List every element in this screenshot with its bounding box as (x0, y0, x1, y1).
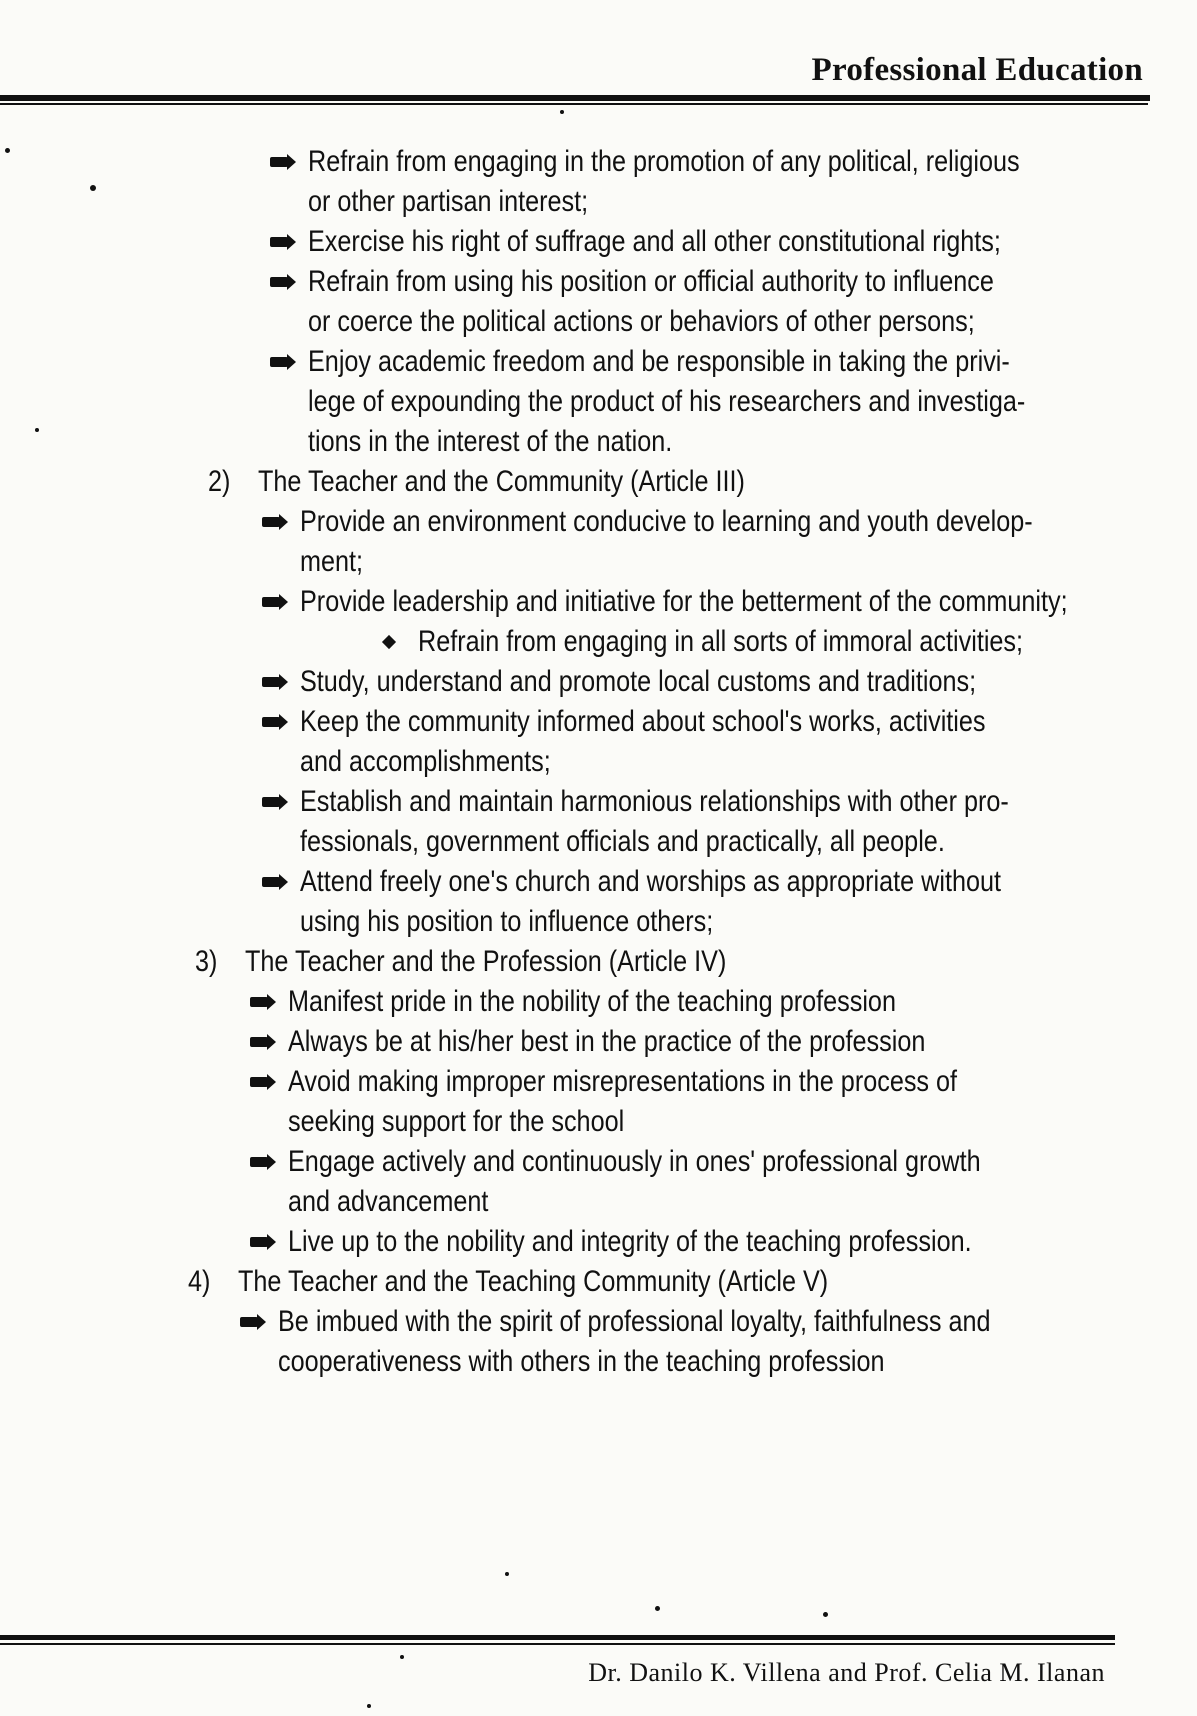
bullet-item: Refrain from using his position or official authority to influence or coerce the political actions or behaviors of other persons; (270, 262, 1197, 342)
arrow-bullet-icon (262, 782, 300, 822)
arrow-bullet-icon (240, 1302, 278, 1342)
diamond-bullet-icon (382, 635, 396, 649)
arrow-bullet-icon (262, 582, 300, 622)
footer-rule-thick (0, 1635, 1115, 1640)
running-footer: Dr. Danilo K. Villena and Prof. Celia M. Ilanan (588, 1658, 1105, 1687)
bullet-item: Keep the community informed about school's works, activities and accomplishments; (262, 702, 1197, 782)
bullet-item: Always be at his/her best in the practice of the profession (250, 1022, 1197, 1062)
section-title: The Teacher and the Teaching Community (Article V) (238, 1265, 829, 1298)
section-title: The Teacher and the Profession (Article IV) (245, 945, 727, 978)
scan-speck (560, 110, 564, 114)
scan-speck (367, 1704, 371, 1708)
arrow-bullet-icon (250, 982, 288, 1022)
section-3-bullet-list (0, 982, 1197, 1262)
bullet-item: Refrain from engaging in the promotion of any political, religious or other partisan interest; (270, 142, 1197, 222)
scan-speck (90, 185, 96, 191)
bullet-item: Live up to the nobility and integrity of the teaching profession. (250, 1222, 1197, 1262)
bullet-item: Avoid making improper misrepresentations in the process of seeking support for the school (250, 1062, 1197, 1142)
arrow-bullet-icon (262, 662, 300, 702)
arrow-bullet-icon (262, 862, 300, 902)
bullet-item: Study, understand and promote local customs and traditions; (262, 662, 1197, 702)
arrow-bullet-icon (270, 262, 308, 302)
arrow-bullet-icon (270, 222, 308, 262)
running-header: Professional Education (811, 52, 1143, 88)
arrow-bullet-icon (270, 342, 308, 382)
bullet-item: Be imbued with the spirit of professional loyalty, faithfulness and cooperativeness with others in the teaching profession (240, 1302, 1197, 1382)
intro-bullet-list (0, 142, 1197, 462)
section-title: The Teacher and the Community (Article III) (258, 465, 745, 498)
bullet-item: Engage actively and continuously in ones' professional growth and advancement (250, 1142, 1197, 1222)
scan-speck (655, 1606, 660, 1611)
header-rule-thick (0, 95, 1150, 101)
page-body (0, 142, 1197, 1382)
arrow-bullet-icon (250, 1062, 288, 1102)
section-4-heading: 4) The Teacher and the Teaching Community (Article V) (0, 1262, 1197, 1302)
arrow-bullet-icon (262, 702, 300, 742)
bullet-item: Attend freely one's church and worships as appropriate without using his position to influence others; (262, 862, 1197, 942)
scan-speck (823, 1612, 828, 1617)
sub-bullet-item: Refrain from engaging in all sorts of immoral activities; (262, 622, 1197, 662)
bullet-item: Enjoy academic freedom and be responsible in taking the privi- lege of expounding the product of his researchers and investiga- tions in the interest of the nation. (270, 342, 1197, 462)
bullet-item: Exercise his right of suffrage and all other constitutional rights; (270, 222, 1197, 262)
header-rule-thin (0, 103, 1148, 105)
section-2-bullet-list (0, 502, 1197, 942)
arrow-bullet-icon (262, 502, 300, 542)
bullet-item: Manifest pride in the nobility of the teaching profession (250, 982, 1197, 1022)
footer-rule-thin (0, 1643, 1115, 1645)
bullet-item: Establish and maintain harmonious relationships with other pro- fessionals, government officials and practically, all people. (262, 782, 1197, 862)
section-2-heading: 2) The Teacher and the Community (Article III) (0, 462, 1197, 502)
scan-speck (505, 1572, 509, 1576)
arrow-bullet-icon (250, 1022, 288, 1062)
arrow-bullet-icon (250, 1222, 288, 1262)
arrow-bullet-icon (250, 1142, 288, 1182)
section-3-heading: 3) The Teacher and the Profession (Article IV) (0, 942, 1197, 982)
scan-speck (35, 428, 39, 432)
scan-speck (5, 148, 10, 153)
bullet-item: Provide leadership and initiative for the betterment of the community; (262, 582, 1197, 622)
scan-speck (400, 1655, 404, 1659)
section-4-bullet-list (0, 1302, 1197, 1382)
arrow-bullet-icon (270, 142, 308, 182)
bullet-item: Provide an environment conducive to learning and youth develop- ment; (262, 502, 1197, 582)
